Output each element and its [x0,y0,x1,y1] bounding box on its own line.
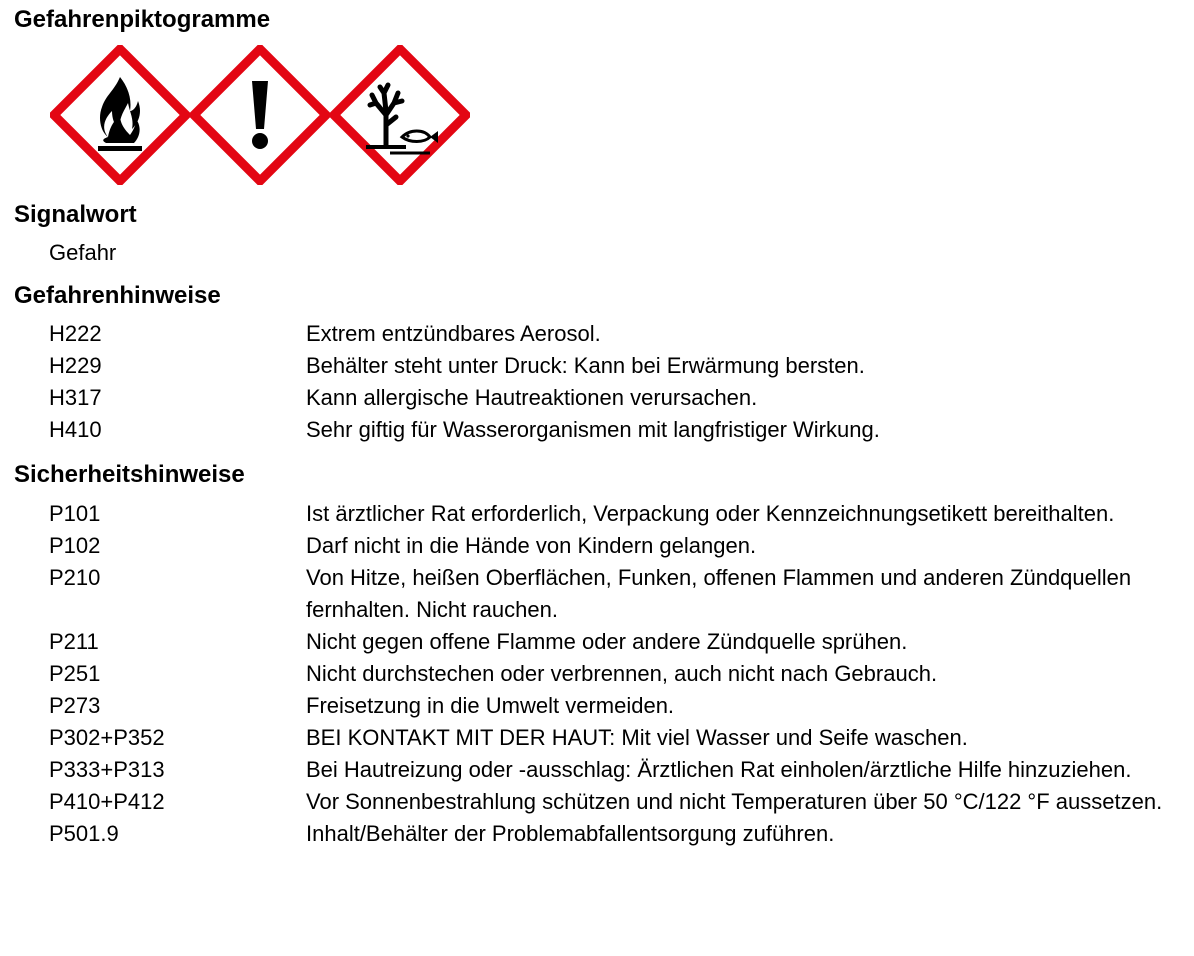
precaution-code: P302+P352 [49,725,165,750]
precaution-code: P251 [49,661,101,686]
precaution-row [49,498,1179,530]
hazard-text: Extrem entzündbares Aerosol. [306,321,601,346]
precaution-code: P273 [49,693,101,718]
flame-icon [50,45,190,185]
precaution-text: Inhalt/Behälter der Problemabfallentsorgung zuführen. [306,821,835,846]
precaution-text: Nicht durchstechen oder verbrennen, auch nicht nach Gebrauch. [306,661,938,686]
pictogram-row [50,45,470,185]
precaution-row [49,562,1179,626]
precaution-row [49,818,1179,850]
precaution-row [49,722,1179,754]
precaution-row [49,690,1179,722]
precautionary-statements-heading: Sicherheitshinweise [14,461,245,488]
hazard-code: H229 [49,353,102,378]
precaution-code: P102 [49,533,101,558]
precaution-code: P101 [49,501,101,526]
precaution-code: P333+P313 [49,757,165,782]
precaution-row [49,530,1179,562]
hazard-text: Sehr giftig für Wasserorganismen mit langfristiger Wirkung. [306,417,880,442]
hazard-code: H410 [49,417,102,442]
precaution-code: P211 [49,629,99,654]
precaution-code: P410+P412 [49,789,165,814]
precaution-text: Darf nicht in die Hände von Kindern gelangen. [306,533,757,558]
hazard-row [49,350,1179,382]
precautionary-statements-list [49,498,1179,850]
hazard-statements-list [49,318,1179,446]
precaution-row [49,786,1179,818]
environment-icon [330,45,470,185]
signal-word-value: Gefahr [49,240,117,265]
hazard-code: H222 [49,321,102,346]
precaution-code: P501.9 [49,821,119,846]
exclamation-mark-icon [190,45,330,185]
pictograms-heading: Gefahrenpiktogramme [14,6,271,33]
precaution-text: Vor Sonnenbestrahlung schützen und nicht Temperaturen über 50 °C/122 °F aussetzen. [306,789,1163,814]
precaution-text: Freisetzung in die Umwelt vermeiden. [306,693,675,718]
hazard-code: H317 [49,385,102,410]
precaution-text: Von Hitze, heißen Oberflächen, Funken, offenen Flammen und anderen Zündquellen fernhalten. Nicht rauchen. [306,565,1132,622]
precaution-row [49,626,1179,658]
precaution-text: Ist ärztlicher Rat erforderlich, Verpackung oder Kennzeichnungsetikett bereithalten. [306,501,1115,526]
precaution-text: BEI KONTAKT MIT DER HAUT: Mit viel Wasser und Seife waschen. [306,725,968,750]
precaution-row [49,754,1179,786]
precaution-code: P210 [49,565,101,590]
signal-word-heading: Signalwort [14,201,137,228]
hazard-row [49,318,1179,350]
hazard-row [49,382,1179,414]
hazard-text: Behälter steht unter Druck: Kann bei Erwärmung bersten. [306,353,865,378]
hazard-statements-heading: Gefahrenhinweise [14,282,221,309]
precaution-text: Nicht gegen offene Flamme oder andere Zündquelle sprühen. [306,629,908,654]
precaution-row [49,658,1179,690]
hazard-text: Kann allergische Hautreaktionen verursachen. [306,385,758,410]
precaution-text: Bei Hautreizung oder -ausschlag: Ärztlichen Rat einholen/ärztliche Hilfe hinzuziehen. [306,757,1132,782]
hazard-row [49,414,1179,446]
